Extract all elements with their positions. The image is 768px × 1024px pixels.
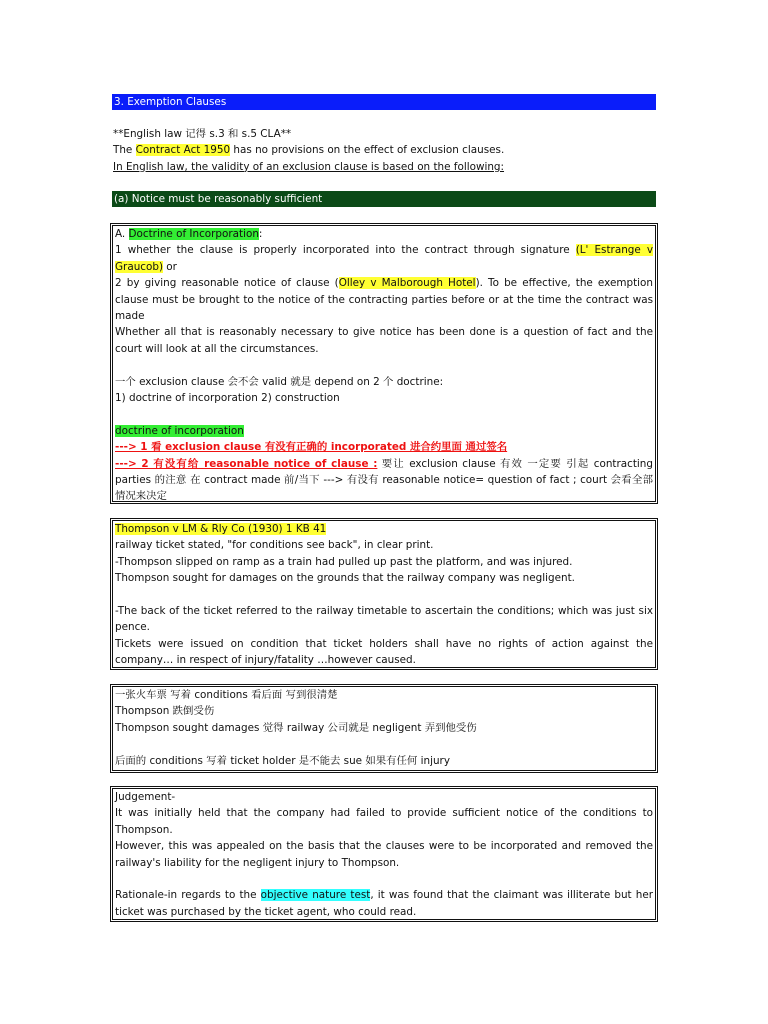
spacer [115, 357, 653, 373]
text: 1 whether the clause is properly incorporated into the contract through signature [115, 244, 576, 257]
intro-line-contract-act [113, 142, 658, 158]
box2-line-2: -Thompson slipped on ramp as a train had pulled up past the platform, and was injured. [115, 555, 573, 568]
text: 2 by giving reasonable notice of clause ( [115, 277, 339, 290]
text: , it was found that the claimant was illiterate but her ticket was purchased by the ticket agent, who could read. [115, 889, 653, 918]
box-doctrine-of-incorporation [110, 223, 658, 504]
text: or [163, 260, 177, 273]
red-note: ---> 1 看 exclusion clause 有没有正确的 incorporated 进合约里面 通过签名 [115, 441, 508, 454]
intro-block [113, 126, 658, 175]
subheader-label: (a) Notice must be reasonably sufficient [114, 193, 323, 205]
box1-doctrines-list: 1) doctrine of incorporation 2) construction [115, 392, 340, 405]
box-thompson-case [110, 518, 658, 670]
highlight-contract-act: Contract Act 1950 [135, 144, 231, 157]
red-note: ---> 2 有没有给 reasonable notice of clause : [115, 457, 378, 470]
section-title: 3. Exemption Clauses [114, 96, 227, 108]
highlight-doctrine-label: doctrine of incorporation [115, 424, 244, 437]
highlight-doctrine-title: Doctrine of Incorporation [128, 228, 259, 240]
box1-point-1 [115, 242, 653, 275]
box1-title [115, 226, 653, 242]
box2-line-3: Thompson sought for damages on the grounds that the railway company was negligent. [115, 572, 575, 585]
box2-line-4: -The back of the ticket referred to the railway timetable to ascertain the conditions; which was just six pence. [115, 605, 653, 634]
box2-title [115, 521, 653, 537]
box1-arrow-2 [115, 456, 653, 505]
highlight-lestrange-case: (L' Estrange v Graucob) [115, 244, 653, 273]
text: 要让 exclusion clause 有效 一定要 引起 contracting parties 的注意 在 contract made 前/当下 ---> 有没有 reasonable notice= question of fact ; court 会看全部情况来决定 [115, 457, 653, 503]
intro-line-english-law: **English law 记得 s.3 和 s.5 CLA** [113, 128, 292, 140]
box3-line-2: Thompson 跌倒受伤 [115, 705, 215, 718]
box4-line-3: However, this was appealed on the basis that the clauses were to be incorporated and removed the railway's liability for the negligent injury to Thompson. [115, 840, 653, 869]
intro-text: The [113, 144, 136, 157]
text: Rationale-in regards to the [115, 889, 261, 902]
box4-line-2: It was initially held that the company had failed to provide sufficient notice of the conditions to Thompson. [115, 807, 653, 836]
intro-text: has no provisions on the effect of exclusion clauses. [230, 144, 505, 157]
highlight-objective-test: objective nature test [260, 889, 371, 902]
subheader-notice-sufficient [112, 191, 656, 207]
spacer [115, 736, 653, 752]
text: ). To be effective, the exemption clause must be brought to the notice of the contracting parties before or at the time the contract was made [115, 277, 653, 323]
box3-line-1: 一张火车票 写着 conditions 看后面 写到很清楚 [115, 689, 338, 701]
box3-line-4: 后面的 conditions 写着 ticket holder 是不能去 sue 如果有任何 injury [115, 754, 450, 767]
box1-chinese-note: 一个 exclusion clause 会不会 valid 就是 depend on 2 个 doctrine: [115, 375, 444, 388]
spacer [115, 871, 653, 887]
box2-line-1: railway ticket stated, "for conditions see back", in clear print. [115, 539, 434, 552]
box1-doctrine-label [115, 423, 653, 439]
intro-line-validity: In English law, the validity of an exclusion clause is based on the following: [113, 160, 505, 173]
box1-point-3: Whether all that is reasonably necessary to give notice has been done is a question of fact and the court will look at all the circumstances. [115, 326, 653, 355]
box4-line-4 [115, 887, 653, 920]
box1-point-2 [115, 275, 653, 324]
box2-line-5: Tickets were issued on condition that ticket holders shall have no rights of action against the company… in respect of injury/fatality …however caused. [115, 637, 653, 667]
text: : [258, 228, 263, 240]
spacer [115, 587, 653, 603]
spacer [115, 406, 653, 422]
text: A. [115, 228, 129, 240]
highlight-thompson-case: Thompson v LM & Rly Co (1930) 1 KB 41 [115, 523, 327, 535]
box-judgement [110, 786, 658, 922]
box-thompson-chinese-notes [110, 684, 658, 773]
box1-arrow-1 [115, 439, 653, 455]
box4-line-1: Judgement- [115, 791, 176, 803]
section-header-exemption-clauses [112, 94, 656, 110]
highlight-olley-case: Olley v Malborough Hotel [338, 277, 476, 290]
box3-line-3: Thompson sought damages 觉得 railway 公司就是 negligent 弄到他受伤 [115, 721, 477, 734]
